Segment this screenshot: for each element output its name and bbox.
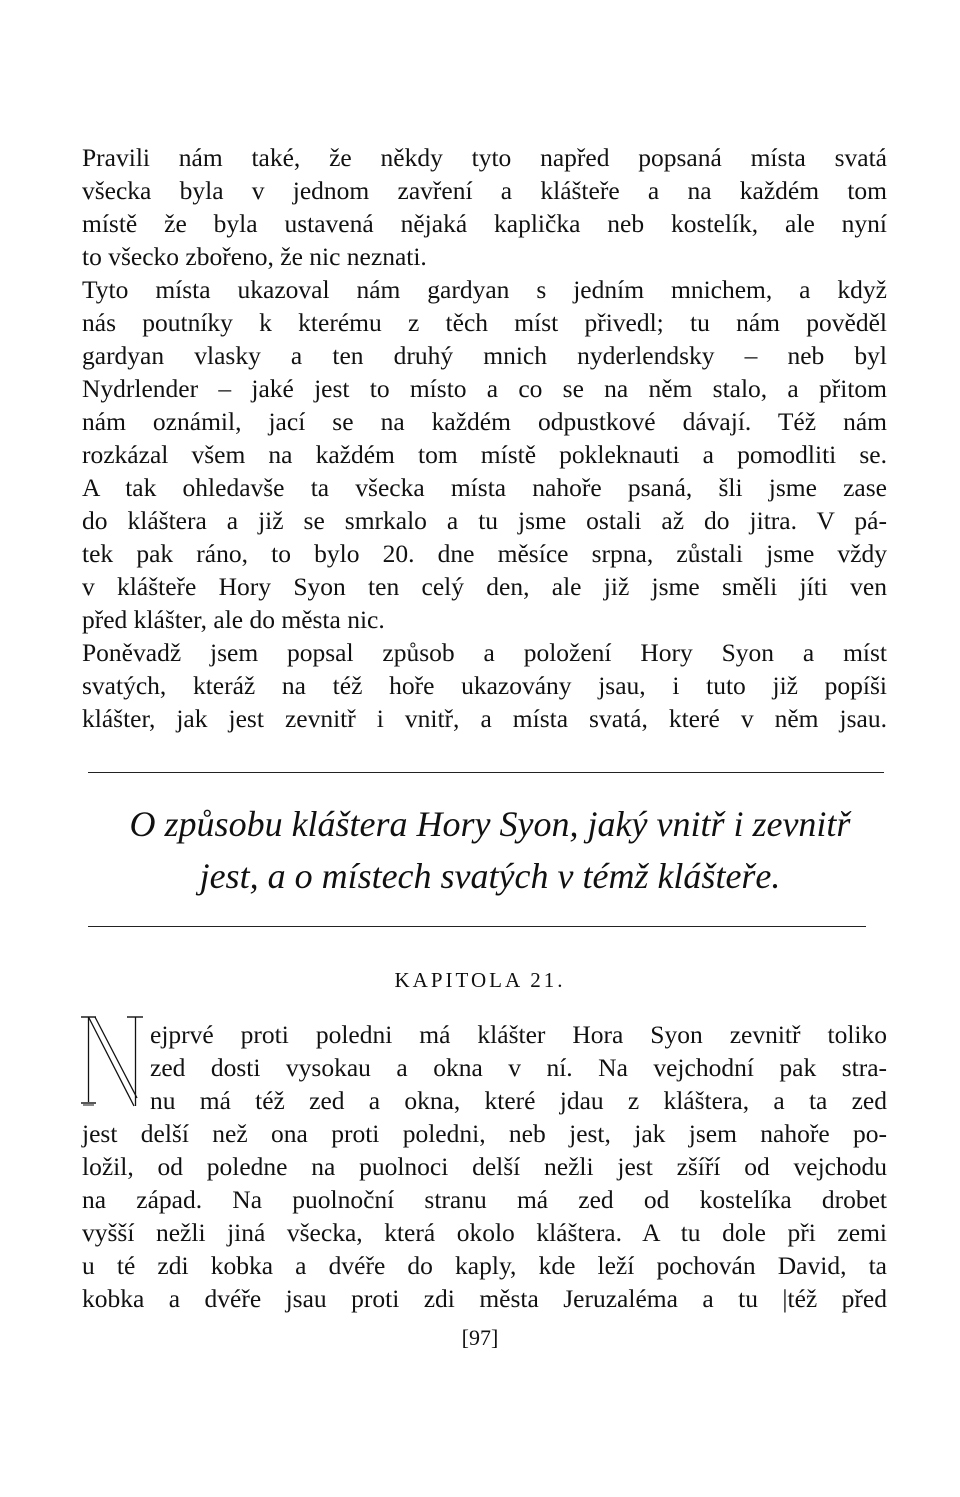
text-line: kobka a dvéře jsau proti zdi města Jeruzaléma a tu |též před [82,1284,887,1313]
text-line: rozkázal všem na každém tom místě pokleknauti a pomodliti se. [82,440,887,469]
page-number: [97] [461,1325,499,1350]
text-line: Poněvadž jsem popsal způsob a položení Hory Syon a míst [82,638,887,667]
text-line: u té zdi kobka a dvéře do kaply, kde leží pochován David, ta [82,1251,887,1280]
text-line: místě že byla ustavená nějaká kaplička neb kostelík, ale nyní [82,209,887,238]
divider-rule-top [88,772,884,773]
text-line: svatých, kteráž na též hoře ukazovány jsau, i tuto již popíši [82,671,887,700]
text-line: Nydrlender – jaké jest to místo a co se na něm stalo, a přitom [82,374,887,403]
text-line: gardyan vlasky a ten druhý mnich nyderlendsky – neb byl [82,341,887,370]
dropcap-letter-n [80,1014,144,1112]
text-line: jest delší než ona proti poledni, neb jest, jak jsem nahoře po- [82,1119,887,1148]
text-line: zed dosti vysokau a okna v ní. Na vejchodní pak stra- [150,1053,887,1082]
text-line: klášter, jak jest zevnitř i vnitř, a místa svatá, které v něm jsau. [82,704,887,733]
text-line: ejprvé proti poledni má klášter Hora Syon zevnitř toliko [150,1020,887,1049]
text-line: na západ. Na puolnoční stranu má zed od kostelíka drobet [82,1185,887,1214]
text-line: vyšší nežli jiná všecka, která okolo kláštera. A tu dole při zemi [82,1218,887,1247]
text-line: Pravili nám také, že někdy tyto napřed popsaná místa svatá [82,143,887,172]
text-line: nu má též zed a okna, které jdau z kláštera, a ta zed [150,1086,887,1115]
text-line: to všecko zbořeno, že nic neznati. [82,242,427,271]
text-line: před klášter, ale do města nic. [82,605,385,634]
text-line: A tak ohledavše ta všecka místa nahoře psaná, šli jsme zase [82,473,887,502]
text-line: nás poutníky k kterému z těch míst přivedl; tu nám pověděl [82,308,887,337]
text-line: Tyto místa ukazoval nám gardyan s jedním mnichem, a když [82,275,887,304]
text-line: do kláštera a již se smrkalo a tu jsme ostali až do jitra. V pá- [82,506,887,535]
text-line: nám oznámil, jací se na každém odpustkové dávají. Též nám [82,407,887,436]
text-line: v klášteře Hory Syon ten celý den, ale již jsme směli jíti ven [82,572,887,601]
text-line: tek pak ráno, to bylo 20. dne měsíce srpna, zůstali jsme vždy [82,539,887,568]
section-heading-line-1: O způsobu kláštera Hory Syon, jaký vnitř i zevnitř [129,804,851,844]
text-line: všecka byla v jednom zavření a klášteře a na každém tom [82,176,887,205]
chapter-label: KAPITOLA 21. [394,968,566,992]
divider-rule-bottom [88,926,866,927]
text-line: ložil, od poledne na puolnoci delší nežli jest zšíří od vejchodu [82,1152,887,1181]
section-heading-line-2: jest, a o místech svatých v témž klášteře. [199,856,781,896]
